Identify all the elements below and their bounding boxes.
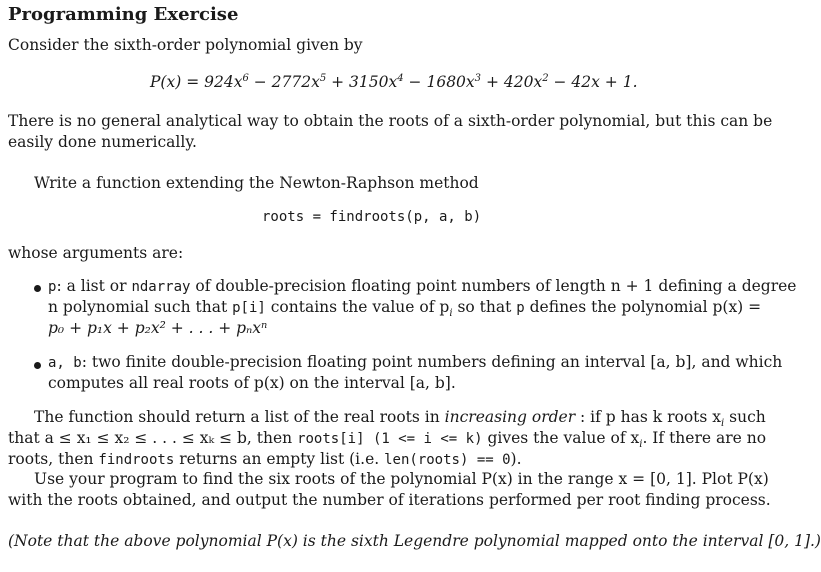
para1-line1: There is no general analytical way to obtain the roots of a sixth-order polynomial, but this can be xyxy=(8,112,773,130)
para2-line3 xyxy=(8,450,522,468)
poly-term: + 3150x xyxy=(326,73,398,91)
text: . If there are no xyxy=(642,429,767,447)
bullet-ab-line2: computes all real roots of p(x) on the interval [a, b]. xyxy=(48,374,456,392)
text: ). xyxy=(510,450,522,468)
code-ndarray: ndarray xyxy=(131,279,191,295)
code-len-roots: len(roots) == 0 xyxy=(384,452,511,468)
para2-line2 xyxy=(8,429,767,451)
para2-line5: with the roots obtained, and output the number of iterations performed per root finding process. xyxy=(8,491,771,509)
text: : if p has k roots x xyxy=(575,408,722,426)
bullet-p-line2 xyxy=(48,298,762,320)
task-text: Write a function extending the Newton-Raphson method xyxy=(34,174,479,192)
text: The function should return a list of the real roots in xyxy=(34,408,445,426)
poly-exp: 2 xyxy=(542,72,549,84)
bullet-dot xyxy=(34,285,41,292)
text: so that xyxy=(452,298,517,316)
code-range: (1 <= i <= k) xyxy=(364,431,483,447)
code-findroots: findroots xyxy=(98,452,175,468)
code-p2: p xyxy=(516,300,525,316)
args-intro: whose arguments are: xyxy=(8,244,184,262)
polynomial-equation xyxy=(150,73,638,91)
note-text: (Note that the above polynomial P(x) is the sixth Legendre polynomial mapped onto the interval [0, 1].) xyxy=(8,532,821,550)
para1-line2: easily done numerically. xyxy=(8,133,197,151)
para2-line1 xyxy=(34,408,766,430)
text: such xyxy=(724,408,766,426)
text: gives the value of x xyxy=(482,429,640,447)
emphasis: increasing order xyxy=(444,408,576,426)
code-roots-i: roots[i] xyxy=(297,431,365,447)
text: defines the polynomial p(x) = xyxy=(524,298,762,316)
poly-exp: 4 xyxy=(397,72,404,84)
bullet-p-line1 xyxy=(48,277,796,295)
text: n polynomial such that xyxy=(48,298,233,316)
bullet-ab-line1 xyxy=(48,353,782,371)
subscript: i xyxy=(639,439,643,451)
poly-term: 924x xyxy=(204,73,243,91)
code-a-b: a, b xyxy=(48,355,82,371)
poly-term: − 42x + 1. xyxy=(548,73,638,91)
polynomial-lhs: P(x) = xyxy=(150,73,205,91)
text: : a list or xyxy=(56,277,132,295)
bullet-p-line3: p₀ + p₁x + p₂x² + . . . + pₙxⁿ xyxy=(48,319,268,337)
para2-line4: Use your program to find the six roots of the polynomial P(x) in the range x = [0, 1]. Plot P(x) xyxy=(34,470,769,488)
poly-exp: 5 xyxy=(319,72,327,84)
poly-exp: 6 xyxy=(242,72,249,84)
function-signature: roots = findroots(p, a, b) xyxy=(262,209,482,225)
poly-term: − 2772x xyxy=(248,73,320,91)
poly-term: + 420x xyxy=(481,73,543,91)
poly-exp: 3 xyxy=(474,72,482,84)
text: that a ≤ x₁ ≤ x₂ ≤ . . . ≤ xₖ ≤ b, then xyxy=(8,429,298,447)
text: : two finite double-precision floating point numbers defining an interval [a, b], and which xyxy=(81,353,783,371)
text: roots, then xyxy=(8,450,99,468)
code-p-i: p[i] xyxy=(232,300,266,316)
page-title: Programming Exercise xyxy=(8,4,239,25)
poly-term: − 1680x xyxy=(403,73,475,91)
text: of double-precision floating point numbers of length n + 1 defining a degree xyxy=(190,277,797,295)
code-p: p xyxy=(48,279,57,295)
text: contains the value of p xyxy=(265,298,450,316)
subscript: i xyxy=(449,308,453,320)
bullet-dot xyxy=(34,362,41,369)
text: returns an empty list (i.e. xyxy=(174,450,385,468)
subscript: i xyxy=(721,418,725,430)
intro-text: Consider the sixth-order polynomial given by xyxy=(8,36,363,54)
